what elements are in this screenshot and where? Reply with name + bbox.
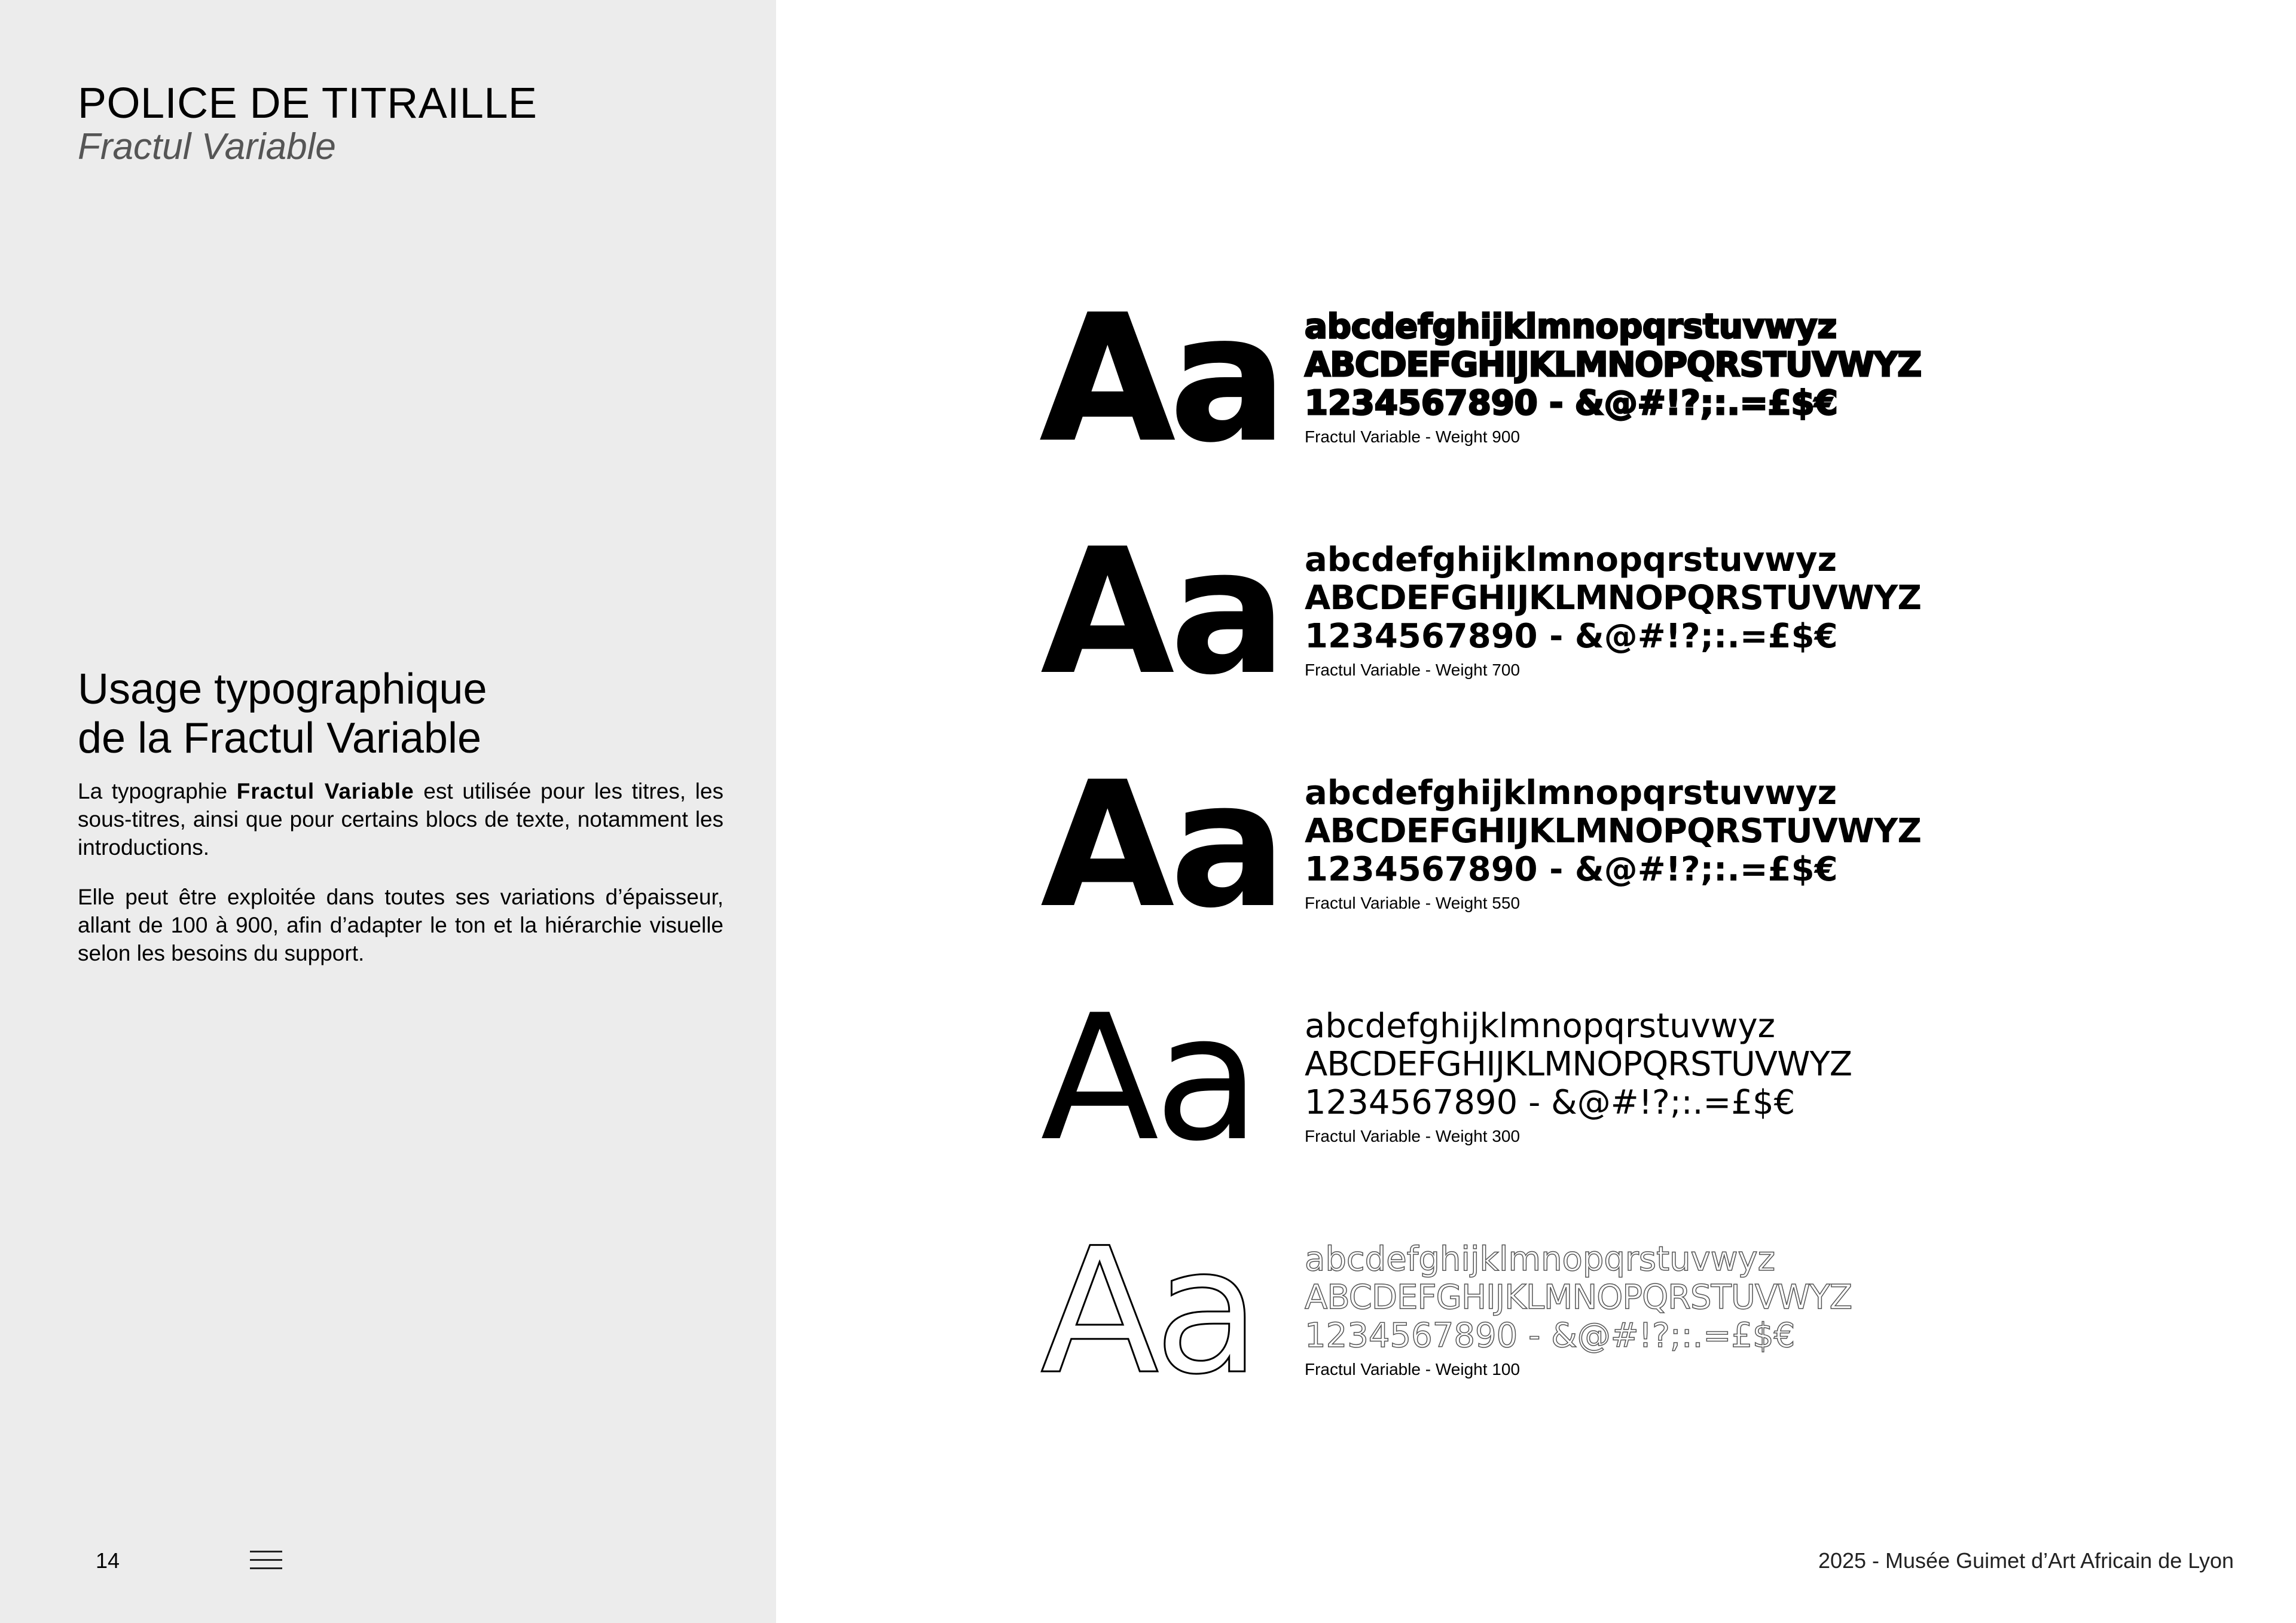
specimen-uppercase: ABCDEFGHIJKLMNOPQRSTUVWYZ — [1305, 346, 1921, 384]
section-subtitle: Fractul Variable — [78, 126, 336, 167]
usage-body — [78, 777, 723, 989]
specimen-glyph-lines — [1305, 1240, 1992, 1379]
specimen-uppercase: ABCDEFGHIJKLMNOPQRSTUVWYZ — [1305, 1278, 1852, 1317]
specimen-sample: Aa — [1040, 512, 1283, 713]
specimen-weight-900 — [1040, 279, 1997, 480]
specimen-numbers: 1234567890 - &@#!?;:.=£$€ — [1305, 1316, 1796, 1355]
paragraph-1-prefix: La typographie — [78, 779, 237, 803]
specimen-lowercase: abcdefghijklmnopqrstuvwyz — [1305, 540, 1837, 579]
specimen-sample: Aa — [1040, 279, 1283, 480]
hamburger-menu-icon[interactable] — [250, 1551, 282, 1570]
usage-paragraph-1 — [78, 777, 723, 861]
usage-heading-line-1: Usage typographique — [78, 665, 487, 713]
paragraph-1-suffix: est utilisée pour les titres, les sous-titres, ainsi que pour certains blocs de texte, notamment les introductions. — [78, 779, 723, 860]
specimen-glyph-lines — [1305, 308, 1992, 447]
usage-heading-line-2: de la Fractul Variable — [78, 714, 481, 762]
specimen-glyph-lines — [1305, 1007, 1992, 1146]
usage-heading — [78, 665, 735, 763]
page-number: 14 — [96, 1548, 120, 1573]
specimen-caption: Fractul Variable - Weight 300 — [1305, 1127, 1521, 1145]
specimen-lowercase: abcdefghijklmnopqrstuvwyz — [1305, 307, 1837, 346]
specimen-numbers: 1234567890 - &@#!?;:.=£$€ — [1305, 1083, 1796, 1122]
specimen-uppercase: ABCDEFGHIJKLMNOPQRSTUVWYZ — [1305, 1045, 1852, 1084]
specimen-lowercase: abcdefghijklmnopqrstuvwyz — [1305, 1007, 1776, 1046]
specimen-caption: Fractul Variable - Weight 550 — [1305, 894, 1521, 912]
specimen-numbers: 1234567890 - &@#!?;:.=£$€ — [1305, 384, 1838, 423]
specimen-caption: Fractul Variable - Weight 700 — [1305, 661, 1521, 679]
specimen-caption: Fractul Variable - Weight 900 — [1305, 427, 1521, 446]
specimen-weight-700 — [1040, 512, 1997, 713]
specimen-lowercase: abcdefghijklmnopqrstuvwyz — [1305, 1240, 1776, 1279]
footer-brand: 2025 - Musée Guimet d’Art Africain de Lyon — [1818, 1548, 2234, 1573]
specimen-uppercase: ABCDEFGHIJKLMNOPQRSTUVWYZ — [1305, 579, 1921, 618]
section-title: POLICE DE TITRAILLE — [78, 80, 538, 127]
specimen-numbers: 1234567890 - &@#!?;:.=£$€ — [1305, 617, 1838, 656]
specimen-caption: Fractul Variable - Weight 100 — [1305, 1360, 1521, 1379]
paragraph-1-bold: Fractul Variable — [236, 779, 414, 803]
specimen-sample: Aa — [1040, 745, 1283, 946]
specimen-numbers: 1234567890 - &@#!?;:.=£$€ — [1305, 850, 1838, 889]
specimen-glyph-lines — [1305, 541, 1992, 680]
sidebar-panel — [0, 0, 776, 1623]
specimen-glyph-lines — [1305, 774, 1992, 913]
specimen-weight-300 — [1040, 978, 1997, 1179]
specimen-sample: Aa — [1040, 1211, 1256, 1413]
specimen-weight-550 — [1040, 745, 1997, 946]
specimen-lowercase: abcdefghijklmnopqrstuvwyz — [1305, 774, 1837, 812]
specimen-uppercase: ABCDEFGHIJKLMNOPQRSTUVWYZ — [1305, 812, 1921, 851]
usage-paragraph-2: Elle peut être exploitée dans toutes ses variations d’épaisseur, allant de 100 à 900, afin d’adapter le ton et la hiérarchie visuelle selon les besoins du support. — [78, 885, 723, 965]
specimen-sample: Aa — [1040, 978, 1256, 1179]
specimen-weight-100 — [1040, 1211, 1997, 1413]
